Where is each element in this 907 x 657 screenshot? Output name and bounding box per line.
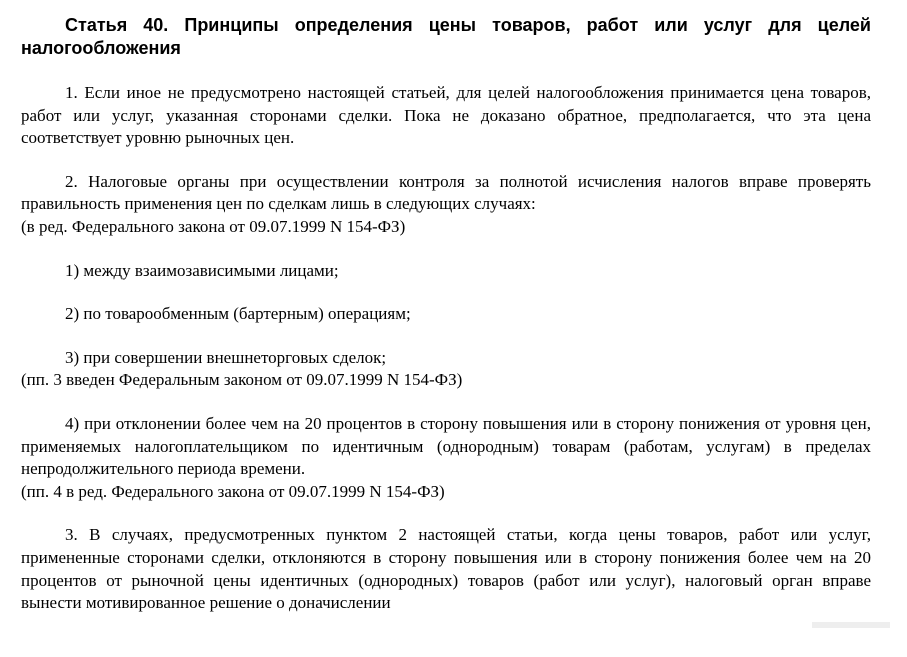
list-item-3-amendment-note: (пп. 3 введен Федеральным законом от 09.07.1999 N 154-ФЗ) — [21, 370, 463, 390]
list-item-4: 4) при отклонении более чем на 20 процентов в сторону повышения или в сторону понижения от уровня цен, применяемых налогоплательщиком по идентичным (однородным) товарам (работам, услугам) в пределах непродолжительного периода времени. — [21, 413, 871, 479]
paragraph-1: 1. Если иное не предусмотрено настоящей статьей, для целей налогообложения принимается цена товаров, работ или услуг, указанная сторонами сделки. Пока не доказано обратное, предполагается, что эта цена соответствует уровню рыночных цен. — [21, 83, 871, 148]
list-item-4-amendment-note: (пп. 4 в ред. Федерального закона от 09.07.1999 N 154-ФЗ) — [21, 481, 445, 501]
spacer — [21, 503, 871, 524]
spacer — [21, 392, 871, 413]
document-body — [21, 14, 871, 615]
paragraph-2-amendment-note: (в ред. Федерального закона от 09.07.1999 N 154-ФЗ) — [21, 216, 406, 236]
spacer — [21, 150, 871, 171]
list-item-2: 2) по товарообменным (бартерным) операциям; — [65, 304, 411, 324]
list-item-1: 1) между взаимозависимыми лицами; — [65, 260, 339, 280]
article-title: Статья 40. Принципы определения цены товаров, работ или услуг для целей налогообложения — [21, 15, 871, 58]
list-item-3: 3) при совершении внешнеторговых сделок; — [65, 347, 387, 367]
spacer — [21, 239, 871, 260]
paragraph-3: 3. В случаях, предусмотренных пунктом 2 настоящей статьи, когда цены товаров, работ или услуг, примененные сторонами сделки, отклоняются в сторону повышения или в сторону понижения более чем на 20 процентов от рыночной цены идентичных (однородных) товаров (работ или услуг), налоговый орган вправе вынести мотивированное решение о доначислении — [21, 525, 871, 613]
paragraph-2: 2. Налоговые органы при осуществлении контроля за полнотой исчисления налогов вправе проверять правильность применения цен по сделкам лишь в следующих случаях: — [21, 171, 871, 214]
scroll-fade-mark — [812, 622, 890, 628]
spacer — [21, 282, 871, 303]
spacer — [21, 326, 871, 347]
